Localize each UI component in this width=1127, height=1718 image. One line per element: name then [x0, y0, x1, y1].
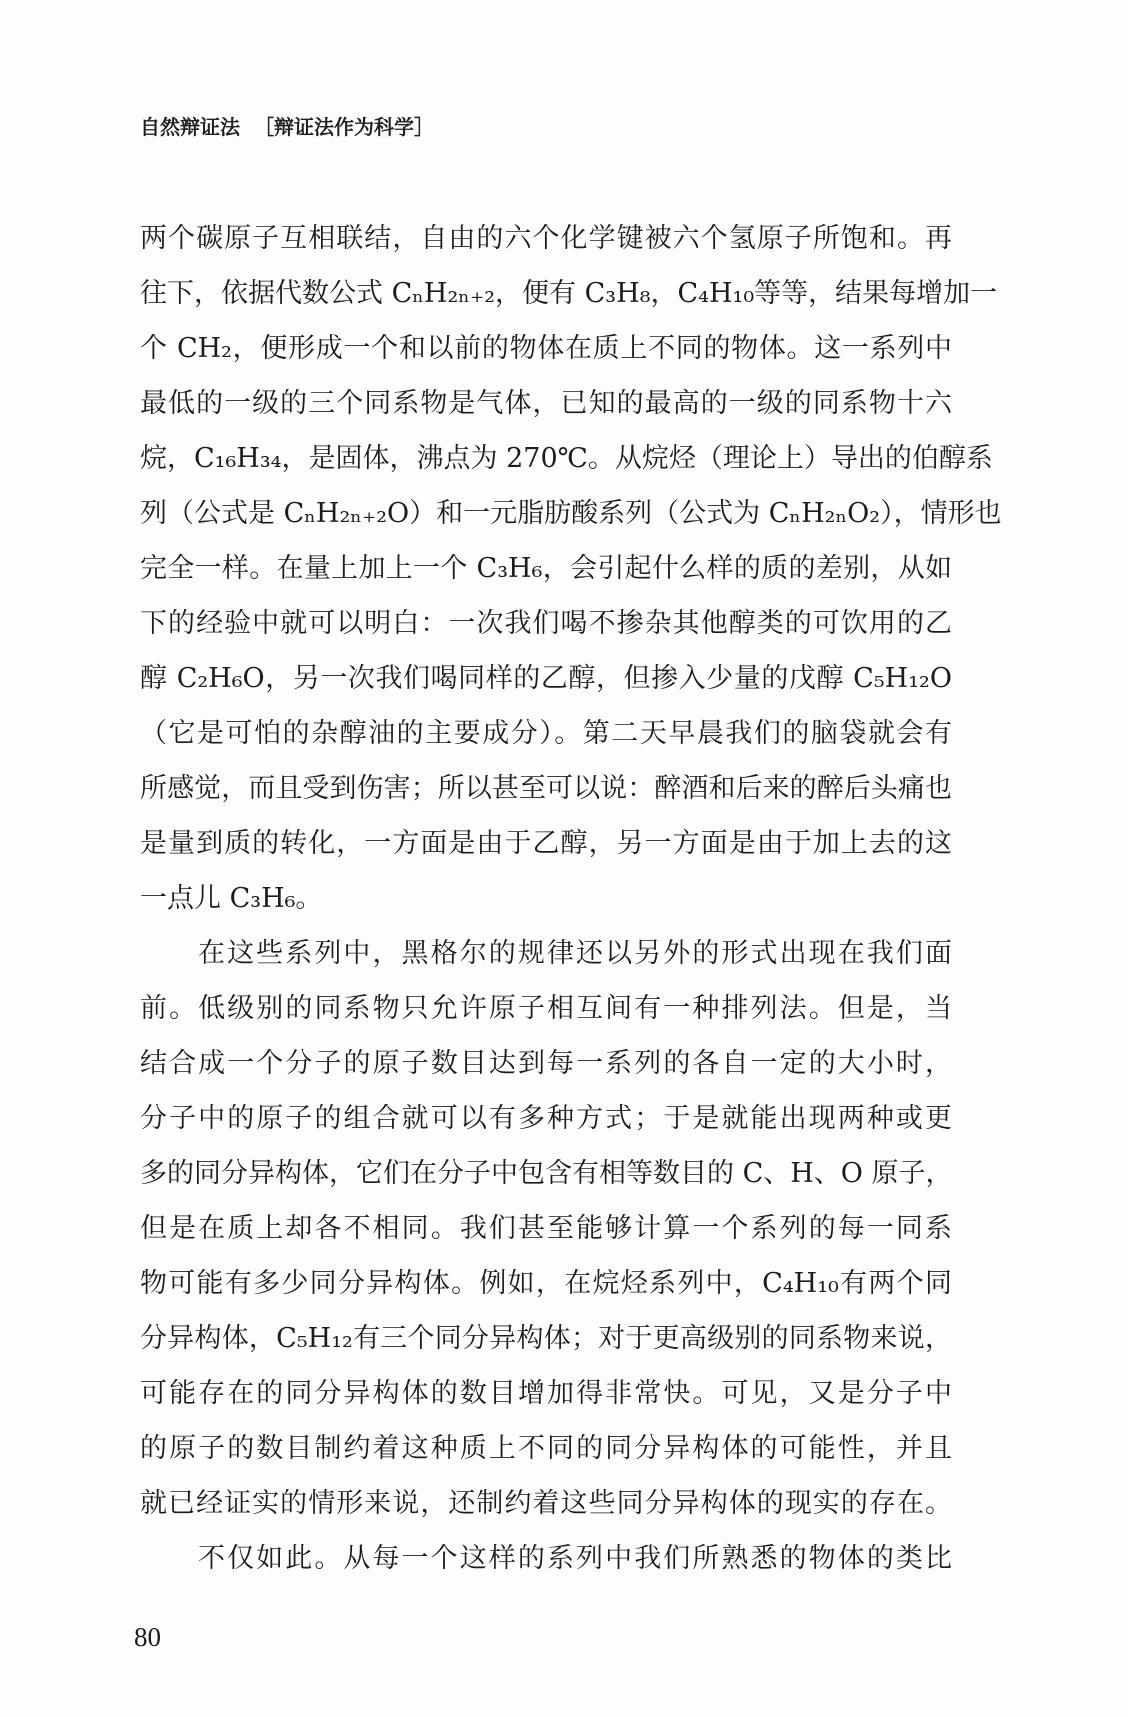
- text-line: 可能存在的同分异构体的数目增加得非常快。可见，又是分子中: [140, 1378, 952, 1409]
- text-line: 在这些系列中，黑格尔的规律还以另外的形式出现在我们面: [198, 938, 952, 969]
- text-line: 列（公式是 CₙH₂ₙ₊₂O）和一元脂肪酸系列（公式为 CₙH₂ₙO₂），情形也: [140, 498, 1002, 529]
- text-line: 最低的一级的三个同系物是气体，已知的最高的一级的同系物十六: [140, 388, 952, 419]
- text-line: 分异构体，C₅H₁₂有三个同分异构体；对于更高级别的同系物来说，: [140, 1323, 952, 1354]
- text-line: 一点儿 C₃H₆。: [140, 883, 323, 914]
- text-line: 所感觉，而且受到伤害；所以甚至可以说：醉酒和后来的醉后头痛也: [140, 773, 952, 804]
- text-line: 就已经证实的情形来说，还制约着这些同分异构体的现实的存在。: [140, 1488, 952, 1519]
- text-line: 分子中的原子的组合就可以有多种方式；于是就能出现两种或更: [140, 1103, 952, 1134]
- page-number: 80: [134, 1622, 161, 1652]
- text-line: 物可能有多少同分异构体。例如，在烷烃系列中，C₄H₁₀有两个同: [140, 1268, 952, 1299]
- paragraph: [140, 1531, 952, 1586]
- text-line: 个 CH₂，便形成一个和以前的物体在质上不同的物体。这一系列中: [140, 333, 952, 364]
- text-line: 的原子的数目制约着这种质上不同的同分异构体的可能性，并且: [140, 1433, 952, 1464]
- section-title: ［辩证法作为科学］: [254, 115, 434, 139]
- text-line: 多的同分异构体，它们在分子中包含有相等数目的 C、H、O 原子，: [140, 1158, 953, 1189]
- book-title: 自然辩证法: [140, 115, 240, 139]
- paragraph: [140, 926, 952, 1531]
- text-line: 结合成一个分子的原子数目达到每一系列的各自一定的大小时，: [140, 1048, 952, 1079]
- text-line: 前。低级别的同系物只允许原子相互间有一种排列法。但是，当: [140, 993, 952, 1024]
- text-line: 是量到质的转化，一方面是由于乙醇，另一方面是由于加上去的这: [140, 828, 952, 859]
- text-line: 往下，依据代数公式 CₙH₂ₙ₊₂，便有 C₃H₈，C₄H₁₀等等，结果每增加一: [140, 278, 998, 309]
- text-line: 下的经验中就可以明白：一次我们喝不掺杂其他醇类的可饮用的乙: [140, 608, 952, 639]
- text-line: 不仅如此。从每一个这样的系列中我们所熟悉的物体的类比: [198, 1543, 952, 1574]
- text-line: 醇 C₂H₆O，另一次我们喝同样的乙醇，但掺入少量的戊醇 C₅H₁₂O: [140, 663, 952, 694]
- text-line: 两个碳原子互相联结，自由的六个化学键被六个氢原子所饱和。再: [140, 223, 952, 254]
- text-line: （它是可怕的杂醇油的主要成分）。第二天早晨我们的脑袋就会有: [140, 718, 952, 749]
- body-text: [140, 211, 1002, 1586]
- text-line: 烷，C₁₆H₃₄，是固体，沸点为 270℃。从烷烃（理论上）导出的伯醇系: [140, 443, 993, 474]
- running-header: [140, 114, 434, 140]
- paragraph: [140, 211, 1002, 926]
- text-line: 但是在质上却各不相同。我们甚至能够计算一个系列的每一同系: [140, 1213, 952, 1244]
- text-line: 完全一样。在量上加上一个 C₃H₆，会引起什么样的质的差别，从如: [140, 553, 952, 584]
